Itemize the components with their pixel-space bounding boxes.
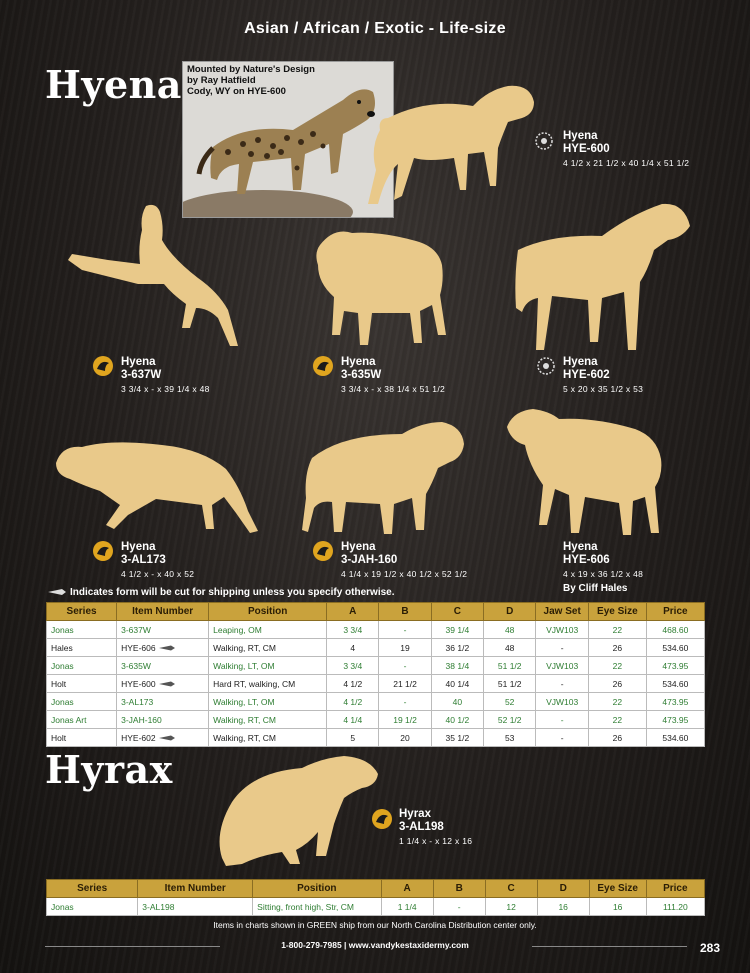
- table-cell: [646, 693, 704, 711]
- table-cell: [588, 657, 646, 675]
- table-cell: [209, 729, 327, 747]
- table-header-row: [47, 880, 705, 898]
- column-header: Price: [646, 603, 704, 621]
- hyena-3-637w-form: [68, 200, 243, 350]
- column-header: Series: [47, 603, 117, 621]
- photo-caption: [187, 64, 315, 97]
- column-header: Position: [253, 880, 381, 898]
- column-header: Item Number: [138, 880, 253, 898]
- table-cell: [379, 657, 431, 675]
- cell-value: Holt: [51, 732, 67, 743]
- table-cell: [379, 693, 431, 711]
- table-cell: [646, 639, 704, 657]
- table-cell: [209, 657, 327, 675]
- table-row: [47, 621, 705, 639]
- hyena-3-jah-160-form: [302, 418, 467, 538]
- hyrax-spec-table: [46, 879, 705, 916]
- item-code: 3-AL173: [121, 554, 166, 566]
- column-header: Series: [47, 880, 138, 898]
- table-row: [47, 693, 705, 711]
- cell-value: HYE-606: [121, 642, 156, 653]
- column-header: C: [485, 880, 537, 898]
- table-cell: [431, 729, 483, 747]
- saw-blade-icon: [159, 735, 175, 741]
- cell-value: -: [560, 714, 564, 725]
- cell-value: 3 3/4: [343, 660, 363, 671]
- table-row: [47, 675, 705, 693]
- table-cell: [646, 675, 704, 693]
- cell-value: Hard RT, walking, CM: [213, 678, 296, 689]
- cell-value: 534.60: [662, 678, 689, 689]
- table-cell: [327, 657, 379, 675]
- cell-value: 534.60: [662, 732, 689, 743]
- cell-value: 38 1/4: [445, 660, 470, 671]
- table-row: [47, 898, 705, 916]
- column-header: Eye Size: [589, 880, 646, 898]
- table-row: [47, 729, 705, 747]
- table-cell: [537, 898, 589, 916]
- cell-value: -: [560, 642, 564, 653]
- cell-value: 12: [506, 901, 516, 912]
- table-cell: [433, 898, 485, 916]
- table-header-row: [47, 603, 705, 621]
- cell-value: Sitting, front high, Str, CM: [257, 901, 355, 912]
- table-cell: [327, 729, 379, 747]
- cell-value: 19: [400, 642, 410, 653]
- cell-value: 16: [612, 901, 623, 912]
- cell-value: Holt: [51, 678, 67, 689]
- cell-value: Leaping, OM: [213, 624, 262, 635]
- table-cell: [379, 639, 431, 657]
- table-cell: [379, 621, 431, 639]
- cell-value: 40 1/2: [445, 714, 470, 725]
- cell-value: 4 1/2: [343, 696, 363, 707]
- cell-value: Jonas Art: [51, 714, 87, 725]
- cell-value: Walking, LT, OM: [213, 696, 275, 707]
- item-label-hye-600: [563, 130, 689, 170]
- table-cell: [431, 711, 483, 729]
- table-cell: [47, 639, 117, 657]
- hyena-spec-table: [46, 602, 705, 747]
- item-name: Hyena: [121, 356, 156, 368]
- table-cell: [209, 693, 327, 711]
- item-dims: 4 1/2 x 21 1/2 x 40 1/4 x 51 1/2: [563, 158, 690, 168]
- page-header: Asian / African / Exotic - Life-size: [244, 20, 506, 37]
- photo-caption-line: Mounted by Nature's Design: [187, 64, 315, 75]
- hyena-hye-606-form: [505, 405, 665, 540]
- cell-value: 51 1/2: [497, 678, 522, 689]
- cell-value: -: [560, 732, 564, 743]
- table-cell: [327, 621, 379, 639]
- table-cell: [646, 657, 704, 675]
- cell-value: 20: [400, 732, 410, 743]
- cell-value: 22: [612, 696, 623, 707]
- cell-value: Walking, RT, CM: [213, 642, 276, 653]
- table-cell: [327, 693, 379, 711]
- table-cell: [47, 657, 117, 675]
- item-label-3-635w: [341, 356, 445, 396]
- item-label-3-al173: [121, 541, 194, 581]
- cell-value: 40: [452, 696, 463, 707]
- table-cell: [431, 693, 483, 711]
- table-cell: [536, 621, 589, 639]
- cell-value: 3-AL173: [121, 696, 154, 707]
- cell-value: 111.20: [662, 901, 688, 912]
- item-dims: 4 1/4 x 19 1/2 x 40 1/2 x 52 1/2: [341, 569, 468, 579]
- table-cell: [646, 898, 704, 916]
- column-header: C: [431, 603, 483, 621]
- section-title-hyena: Hyena: [45, 62, 182, 107]
- item-dims: 1 1/4 x - x 12 x 16: [399, 836, 473, 846]
- item-name: Hyena: [341, 356, 376, 368]
- jonas-logo-icon: [92, 355, 114, 377]
- cut-shipping-note: [48, 587, 395, 598]
- cell-value: 473.95: [662, 696, 689, 707]
- item-label-3-jah-160: [341, 541, 467, 581]
- item-label-3-al198: [399, 808, 472, 848]
- cell-value: -: [403, 660, 407, 671]
- table-cell: [536, 693, 589, 711]
- table-cell: [117, 693, 209, 711]
- saw-cut-icon: [533, 130, 555, 152]
- column-header: Jaw Set: [536, 603, 589, 621]
- cell-value: HYE-602: [121, 732, 156, 743]
- table-cell: [588, 693, 646, 711]
- table-cell: [47, 675, 117, 693]
- cell-value: 3 3/4: [343, 624, 363, 635]
- table-cell: [588, 711, 646, 729]
- table-cell: [536, 711, 589, 729]
- item-label-hye-606: [563, 541, 643, 595]
- column-header: A: [327, 603, 379, 621]
- cell-value: 48: [504, 642, 515, 653]
- table-cell: [536, 657, 589, 675]
- table-cell: [646, 621, 704, 639]
- cell-value: -: [457, 901, 461, 912]
- table-cell: [646, 711, 704, 729]
- table-cell: [381, 898, 433, 916]
- hyena-hye-600-form: [358, 78, 538, 210]
- hyrax-3-al198-form: [212, 752, 382, 870]
- cell-value: 3-JAH-160: [121, 714, 162, 725]
- table-cell: [589, 898, 646, 916]
- item-dims: 3 3/4 x - x 38 1/4 x 51 1/2: [341, 384, 446, 394]
- table-cell: [138, 898, 253, 916]
- column-header: B: [433, 880, 485, 898]
- table-cell: [209, 675, 327, 693]
- item-code: 3-JAH-160: [341, 554, 398, 566]
- cell-value: 36 1/2: [445, 642, 470, 653]
- item-dims: 4 1/2 x - x 40 x 52: [121, 569, 195, 579]
- table-cell: [484, 675, 536, 693]
- cell-value: Hales: [51, 642, 73, 653]
- table-cell: [536, 675, 589, 693]
- table-cell: [484, 729, 536, 747]
- table-cell: [646, 729, 704, 747]
- table-cell: [431, 621, 483, 639]
- column-header: D: [537, 880, 589, 898]
- cell-value: HYE-600: [121, 678, 156, 689]
- item-code: 3-AL198: [399, 821, 444, 833]
- cell-value: 4: [350, 642, 356, 653]
- cell-value: 40 1/4: [445, 678, 470, 689]
- cell-value: 22: [612, 660, 623, 671]
- cell-value: 4 1/2: [343, 678, 363, 689]
- saw-blade-icon: [48, 588, 66, 596]
- table-cell: [117, 657, 209, 675]
- cell-value: 3-AL198: [142, 901, 175, 912]
- table-cell: [209, 711, 327, 729]
- table-cell: [117, 639, 209, 657]
- saw-blade-icon: [159, 681, 175, 687]
- table-cell: [431, 639, 483, 657]
- table-cell: [484, 639, 536, 657]
- cell-value: Walking, RT, CM: [213, 714, 276, 725]
- item-label-3-637w: [121, 356, 210, 396]
- item-name: Hyena: [563, 130, 598, 142]
- cell-value: 16: [558, 901, 568, 912]
- table-cell: [431, 657, 483, 675]
- item-credit: By Cliff Hales: [563, 583, 628, 594]
- column-header: B: [379, 603, 431, 621]
- cell-value: Jonas: [51, 901, 74, 912]
- table-cell: [327, 711, 379, 729]
- table-cell: [484, 711, 536, 729]
- cell-value: 19 1/2: [393, 714, 417, 725]
- item-code: 3-635W: [341, 369, 382, 381]
- cell-value: 35 1/2: [445, 732, 470, 743]
- table-cell: [536, 639, 589, 657]
- cell-value: 53: [504, 732, 515, 743]
- table-row: [47, 657, 705, 675]
- item-code: HYE-606: [563, 554, 610, 566]
- photo-caption-line: Cody, WY on HYE-600: [187, 86, 286, 97]
- table-cell: [47, 729, 117, 747]
- table-cell: [536, 729, 589, 747]
- item-name: Hyena: [121, 541, 156, 553]
- cell-value: 52: [504, 696, 515, 707]
- item-name: Hyena: [341, 541, 376, 553]
- table-cell: [47, 898, 138, 916]
- saw-blade-icon: [159, 645, 175, 651]
- cell-value: 39 1/4: [445, 624, 470, 635]
- cell-value: Walking, LT, OM: [213, 660, 275, 671]
- page-number: 283: [700, 941, 721, 955]
- table-cell: [253, 898, 381, 916]
- table-cell: [379, 729, 431, 747]
- cell-value: Jonas: [51, 624, 74, 635]
- cell-value: -: [403, 696, 407, 707]
- photo-caption-line: by Ray Hatfield: [187, 75, 256, 86]
- cell-value: 4 1/4: [343, 714, 363, 725]
- table-cell: [379, 711, 431, 729]
- table-cell: [117, 729, 209, 747]
- section-title-hyrax: Hyrax: [45, 747, 173, 792]
- item-dims: 5 x 20 x 35 1/2 x 53: [563, 384, 644, 394]
- table-cell: [484, 693, 536, 711]
- table-cell: [117, 621, 209, 639]
- saw-cut-icon: [535, 355, 557, 377]
- hyena-hye-602-form: [512, 200, 692, 355]
- cell-value: 26: [612, 678, 623, 689]
- table-cell: [588, 675, 646, 693]
- item-name: Hyena: [563, 356, 598, 368]
- column-header: D: [484, 603, 536, 621]
- cell-value: -: [560, 678, 564, 689]
- table-cell: [484, 621, 536, 639]
- hyena-3-635w-form: [310, 225, 450, 350]
- table-cell: [327, 639, 379, 657]
- item-code: 3-637W: [121, 369, 162, 381]
- table-cell: [588, 729, 646, 747]
- table-cell: [379, 675, 431, 693]
- cell-value: Jonas: [51, 660, 74, 671]
- table-cell: [588, 639, 646, 657]
- table-row: [47, 711, 705, 729]
- cell-value: 534.60: [662, 642, 689, 653]
- table-cell: [47, 693, 117, 711]
- table-row: [47, 639, 705, 657]
- column-header: Item Number: [117, 603, 209, 621]
- item-name: Hyena: [563, 541, 598, 553]
- table-cell: [588, 621, 646, 639]
- cell-value: 21 1/2: [393, 678, 417, 689]
- table-cell: [209, 639, 327, 657]
- jonas-logo-icon: [371, 808, 393, 830]
- cell-value: 5: [350, 732, 356, 743]
- table-cell: [47, 711, 117, 729]
- item-label-hye-602: [563, 356, 643, 396]
- table-cell: [117, 675, 209, 693]
- cell-value: 26: [612, 732, 623, 743]
- footer-contact: 1-800-279-7985 | www.vandykestaxidermy.com: [281, 940, 469, 950]
- item-dims: 4 x 19 x 36 1/2 x 48: [563, 569, 644, 579]
- cell-value: 22: [612, 714, 623, 725]
- cell-value: 48: [504, 624, 515, 635]
- table-cell: [431, 675, 483, 693]
- cell-value: Jonas: [51, 696, 74, 707]
- column-header: Eye Size: [588, 603, 646, 621]
- item-code: HYE-600: [563, 143, 610, 155]
- cell-value: VJW103: [546, 660, 579, 671]
- cut-note-text: Indicates form will be cut for shipping unless you specify otherwise.: [70, 587, 395, 598]
- cell-value: 3-637W: [121, 624, 151, 635]
- cell-value: 3-635W: [121, 660, 151, 671]
- cell-value: VJW103: [546, 696, 579, 707]
- cell-value: 473.95: [662, 660, 689, 671]
- table-cell: [327, 675, 379, 693]
- table-cell: [484, 657, 536, 675]
- column-header: A: [381, 880, 433, 898]
- item-dims: 3 3/4 x - x 39 1/4 x 48: [121, 384, 210, 394]
- cell-value: 52 1/2: [497, 714, 522, 725]
- item-name: Hyrax: [399, 808, 431, 820]
- cell-value: 22: [612, 624, 623, 635]
- cell-value: 51 1/2: [497, 660, 522, 671]
- column-header: Price: [646, 880, 704, 898]
- jonas-logo-icon: [92, 540, 114, 562]
- cell-value: 26: [612, 642, 623, 653]
- cell-value: 473.95: [662, 714, 689, 725]
- cell-value: -: [403, 624, 407, 635]
- green-shipping-note: Items in charts shown in GREEN ship from our North Carolina Distribution center only.: [213, 920, 537, 930]
- hyena-3-al173-form: [52, 425, 262, 535]
- cell-value: 468.60: [662, 624, 689, 635]
- table-cell: [485, 898, 537, 916]
- cell-value: Walking, RT, CM: [213, 732, 276, 743]
- table-cell: [117, 711, 209, 729]
- cell-value: 1 1/4: [397, 901, 417, 912]
- table-cell: [209, 621, 327, 639]
- item-code: HYE-602: [563, 369, 610, 381]
- jonas-logo-icon: [312, 540, 334, 562]
- cell-value: VJW103: [546, 624, 579, 635]
- column-header: Position: [209, 603, 327, 621]
- jonas-logo-icon: [312, 355, 334, 377]
- table-cell: [47, 621, 117, 639]
